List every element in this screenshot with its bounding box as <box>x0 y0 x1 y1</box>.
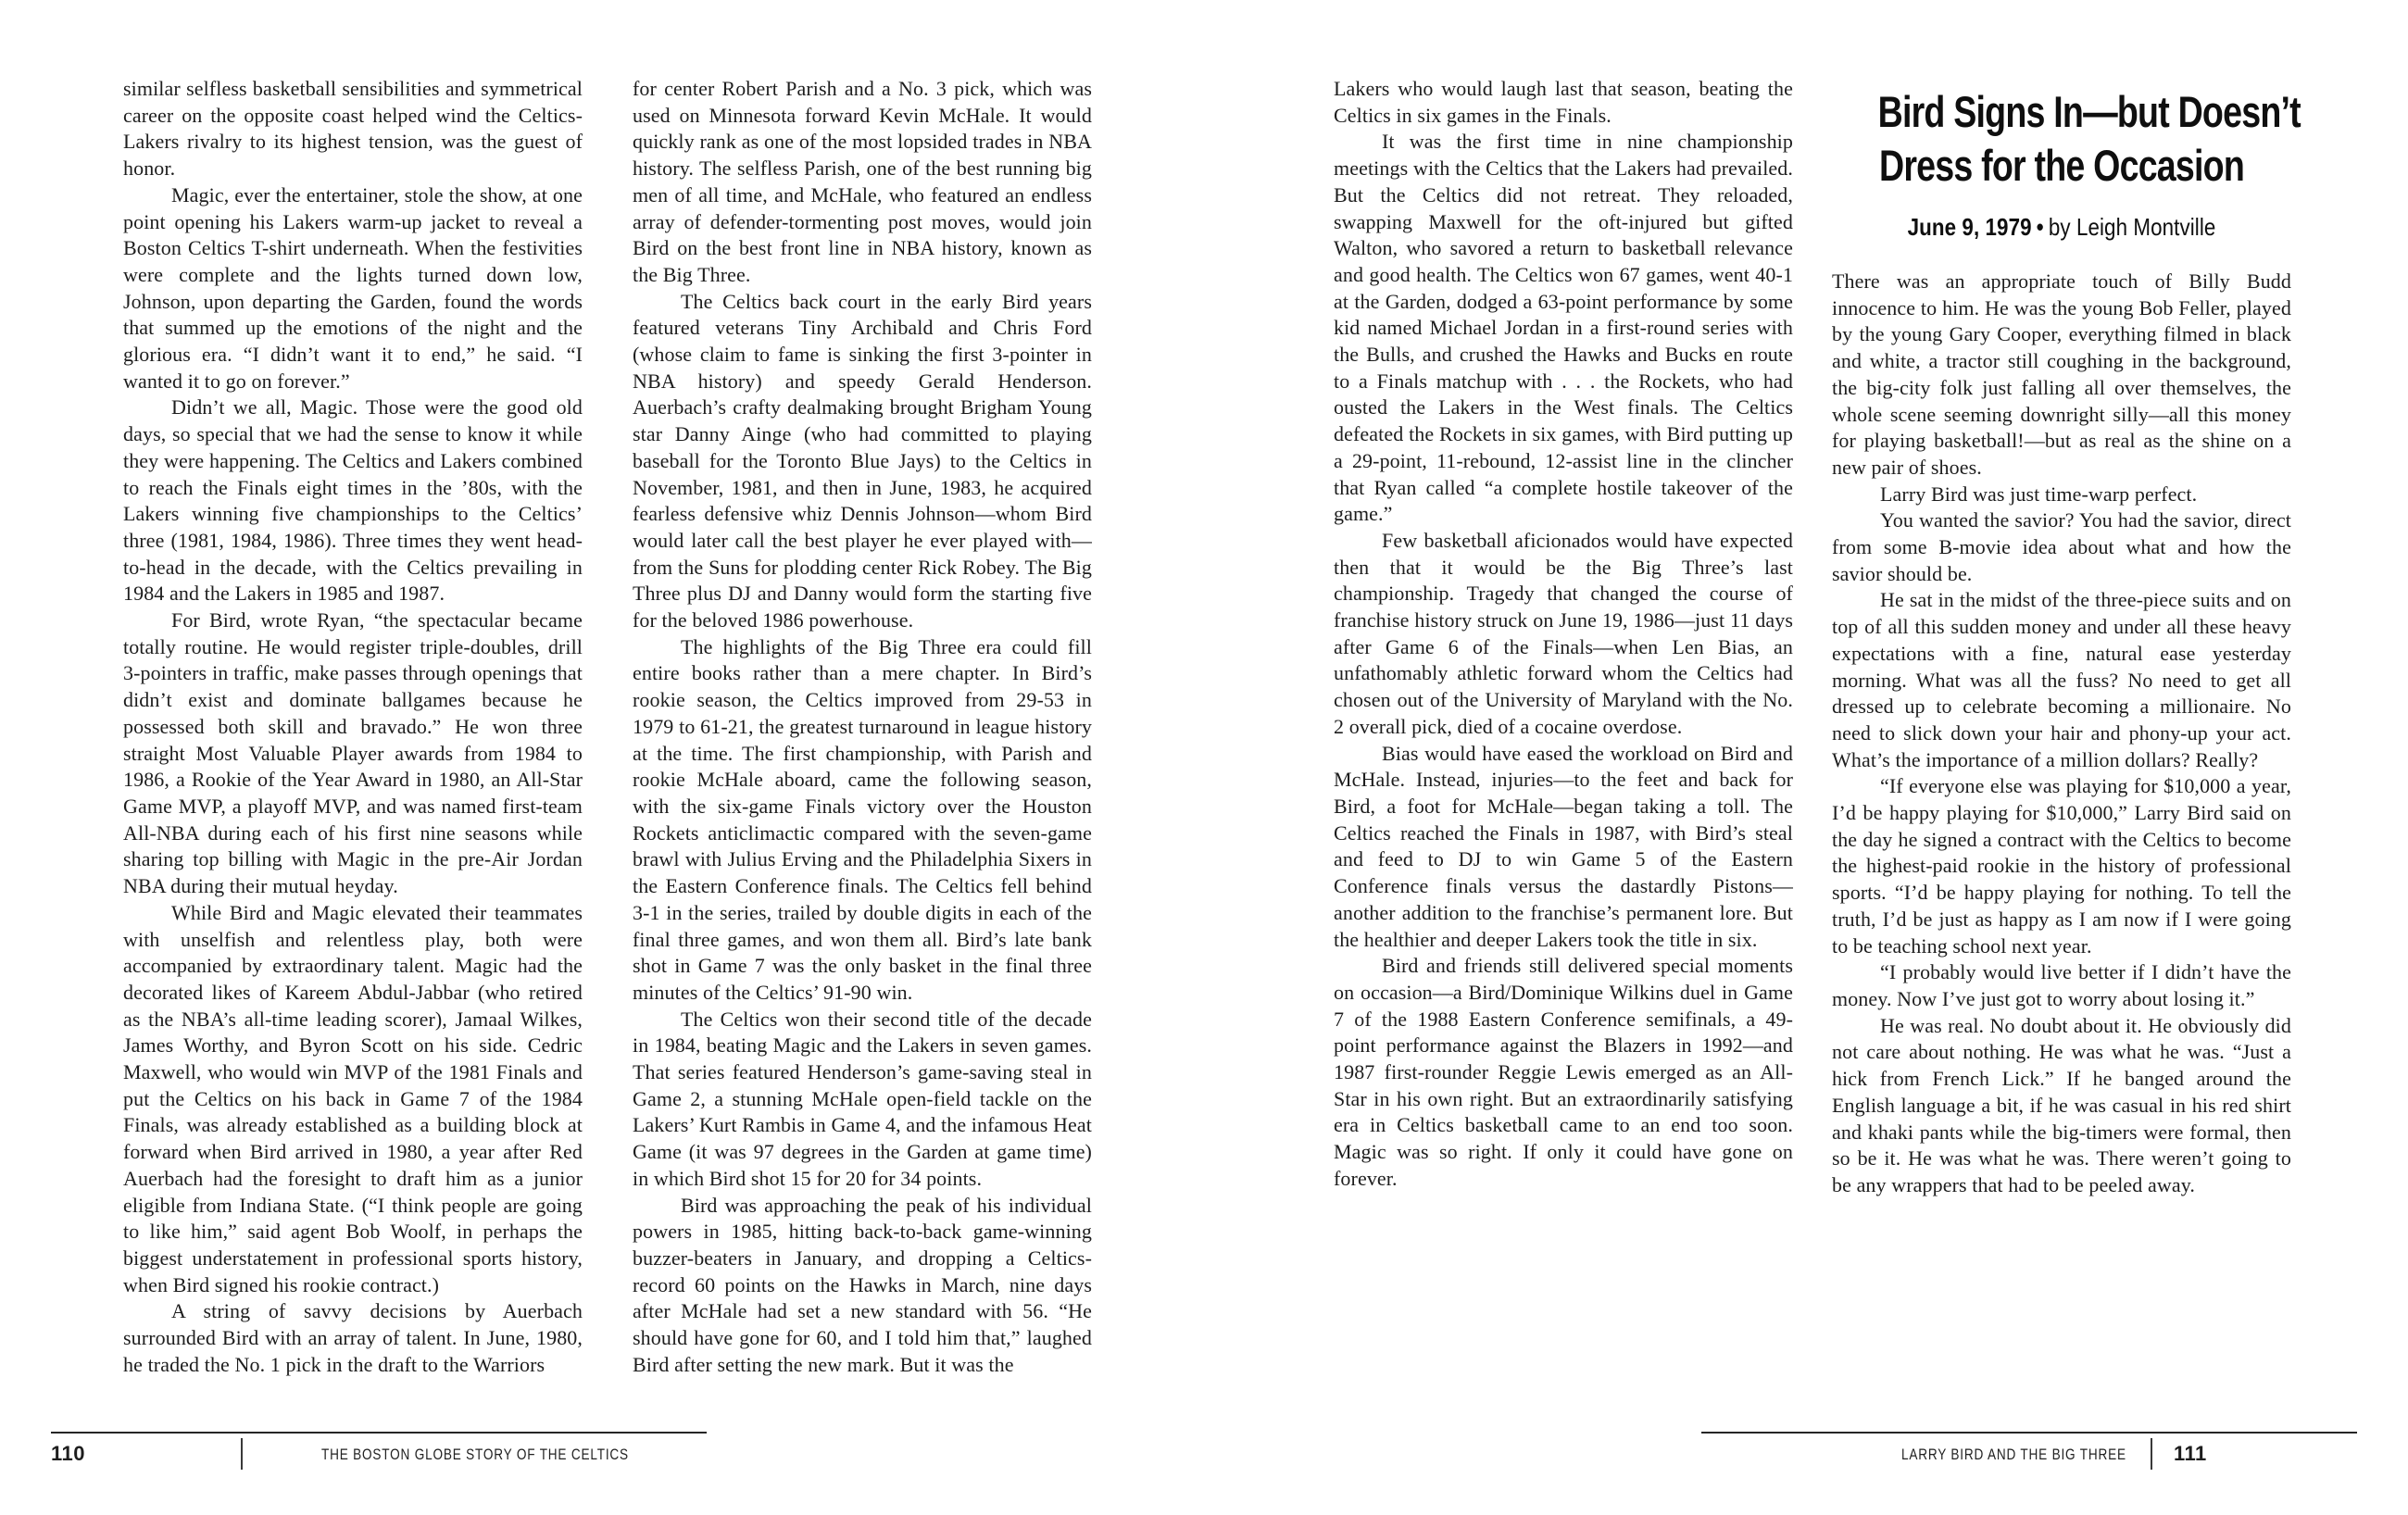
article-headline <box>1877 85 2301 193</box>
paragraph: similar selfless basketball sensibilities and symmetrical career on the opposite coast helped wind the Celtics-Lakers rivalry to its highest tension, was the guest of honor. <box>123 77 583 181</box>
paragraph: For Bird, wrote Ryan, “the spectacular became totally routine. He would register triple-doubles, drill 3-pointers in traffic, make passes through openings that didn’t exist and dominate ballgames because he possessed both skill and bravado.” He won three straight Most Valuable Player awards from 1984 to 1986, a Rookie of the Year Award in 1980, an All-Star Game MVP, a playoff MVP, and was named first-team All-NBA during each of his first nine seasons while sharing top billing with Magic in the pre-Air Jordan NBA during their mutual heyday. <box>123 608 583 898</box>
left-page-column-2 <box>633 76 1092 1378</box>
paragraph: You wanted the savior? You had the savior, direct from some B-movie idea about what and how the savior should be. <box>1832 508 2291 585</box>
paragraph: A string of savvy decisions by Auerbach surrounded Bird with an array of talent. In June, 1980, he traded the No. 1 pick in the draft to the Warriors <box>123 1299 583 1376</box>
right-page-number: 111 <box>2174 1442 2207 1465</box>
byline-author: by Leigh Montville <box>2048 213 2216 241</box>
paragraph: While Bird and Magic elevated their teammates with unselfish and relentless play, both were accompanied by extraordinary talent. Magic had the decorated likes of Kareem Abdul-Jabbar (who retired as the NBA’s all-time leading scorer), Jamaal Wilkes, James Worthy, and Byron Scott on his side. Cedric Maxwell, who would win MVP of the 1981 Finals and put the Celtics on his back in Game 7 of the 1984 Finals, was already established as a building block at forward when Bird arrived in 1980, a year after Red Auerbach had the foresight to draft him as a junior eligible from Indiana State. (“I think people are going to like him,” said agent Bob Woolf, in perhaps the biggest understatement in professional sports history, when Bird signed his rookie contract.) <box>123 900 583 1296</box>
paragraph: The highlights of the Big Three era could fill entire books rather than a mere chapter. In Bird’s rookie season, the Celtics improved from 29-53 in 1979 to 61-21, the greatest turnaround in league history at the time. The first championship, with Parish and rookie McHale aboard, came the following season, with the six-game Finals victory over the Houston Rockets anticlimactic compared with the seven-game brawl with Julius Erving and the Philadelphia Sixers in the Eastern Conference finals. The Celtics fell behind 3-1 in the series, trailed by double digits in each of the final three games, and won them all. Bird’s late bank shot in Game 7 was the only basket in the final three minutes of the Celtics’ 91-90 win. <box>633 634 1092 1004</box>
paragraph: Bird and friends still delivered special moments on occasion—a Bird/Dominique Wilkins duel in Game 7 of the 1988 Eastern Conference semifinals, a 49-point performance against the Blazers in 1992—and 1987 first-rounder Reggie Lewis emerged as an All-Star in his own right. But an extraordinarily satisfying era in Celtics basketball came to an end too soon. Magic was so right. If only it could have gone on forever. <box>1334 954 1793 1190</box>
byline-separator-bullet: • <box>2036 213 2044 241</box>
paragraph: Magic, ever the entertainer, stole the show, at one point opening his Lakers warm-up jacket to reveal a Boston Celtics T-shirt underneath. When the festivities were complete and the lights turned down low, Johnson, upon departing the Garden, found the words that summed up the emotions of the night and the glorious era. “I didn’t want it to end,” he said. “I wanted it to go on forever.” <box>123 182 583 393</box>
left-footer-book-title: THE BOSTON GLOBE STORY OF THE CELTICS <box>321 1446 629 1463</box>
left-page-column-1 <box>123 76 583 1378</box>
headline-line-2: Dress for the Occasion <box>1878 141 2245 190</box>
left-page-footer <box>51 1432 707 1476</box>
paragraph: “I probably would live better if I didn’t have the money. Now I’ve just got to worry about losing it.” <box>1832 960 2291 1010</box>
paragraph: He was real. No doubt about it. He obviously did not care about nothing. He was what he was. “Just a hick from French Lick.” If he banged around the English language a bit, if he was casual in his red shirt and khaki pants while the big-timers were formal, then so be it. He was what he was. There weren’t going to be any wrappers that had to be peeled away. <box>1832 1013 2291 1196</box>
left-footer-divider <box>241 1438 243 1470</box>
paragraph: Lakers who would laugh last that season, beating the Celtics in six games in the Finals. <box>1334 77 1793 127</box>
paragraph: The Celtics won their second title of the decade in 1984, beating Magic and the Lakers in seven games. That series featured Henderson’s game-saving steal in Game 2, a stunning McHale open-field tackle on the Lakers’ Kurt Rambis in Game 4, and the infamous Heat Game (it was 97 degrees in the Garden at game time) in which Bird shot 15 for 20 for 34 points. <box>633 1007 1092 1190</box>
right-footer-chapter-title: LARRY BIRD AND THE BIG THREE <box>1901 1446 2126 1463</box>
paragraph: Larry Bird was just time-warp perfect. <box>1880 482 2198 506</box>
paragraph: It was the first time in nine championship meetings with the Celtics that the Lakers had prevailed. But the Celtics did not retreat. They reloaded, swapping Maxwell for the oft-injured but gifted Walton, who savored a return to basketball relevance and good health. The Celtics won 67 games, went 40-1 at the Garden, dodged a 63-point performance by some kid named Michael Jordan in a first-round series with the Bulls, and crushed the Hawks and Bucks en route to a Finals matchup with . . . the Rockets, who had ousted the Lakers in the West finals. The Celtics defeated the Rockets in six games, with Bird putting up a 29-point, 11-rebound, 12-assist line in the clincher that Ryan called “a complete hostile takeover of the game.” <box>1334 130 1793 526</box>
paragraph: There was an appropriate touch of Billy Budd innocence to him. He was the young Bob Feller, played by the young Gary Cooper, everything filmed in black and white, a tractor still coughing in the background, the big-city folk just falling all over themselves, the whole scene seeming downright silly—all this money for playing basketball!—but as real as the shine on a new pair of shoes. <box>1832 269 2291 479</box>
article-byline <box>1864 213 2260 241</box>
paragraph: The Celtics back court in the early Bird years featured veterans Tiny Archibald and Chris Ford (whose claim to fame is sinking the first 3-pointer in NBA history) and speedy Gerald Henderson. Auerbach’s crafty dealmaking brought Brigham Young star Danny Ainge (who had committed to playing baseball for the Toronto Blue Jays) to the Celtics in November, 1981, and then in June, 1983, he acquired fearless defensive whiz Dennis Johnson—whom Bird would later call the best player he ever played with—from the Suns for plodding center Rick Robey. The Big Three plus DJ and Danny would form the starting five for the beloved 1986 powerhouse. <box>633 289 1092 632</box>
right-page-footer <box>1701 1432 2357 1476</box>
paragraph: Bird was approaching the peak of his individual powers in 1985, hitting back-to-back game-winning buzzer-beaters in January, and dropping a Celtics-record 60 points on the Hawks in March, nine days after McHale had set a new standard with 56. “He should have gone for 60, and I told him that,” laughed Bird after setting the new mark. But it was the <box>633 1193 1092 1376</box>
article-body <box>1832 269 2291 1199</box>
paragraph: Few basketball aficionados would have expected then that it would be the Big Three’s last championship. Tragedy that changed the course of franchise history struck on June 19, 1986—just 11 days after Game 6 of the Finals—when Len Bias, an unfathomably athletic forward whom the Celtics had chosen out of the University of Maryland with the No. 2 overall pick, died of a cocaine overdose. <box>1334 528 1793 738</box>
paragraph: for center Robert Parish and a No. 3 pick, which was used on Minnesota forward Kevin McHale. It would quickly rank as one of the most lopsided trades in NBA history. The selfless Parish, one of the best running big men of all time, and McHale, who featured an endless array of defender-tormenting post moves, would join Bird on the best front line in NBA history, known as the Big Three. <box>633 77 1092 286</box>
byline-date: June 9, 1979 <box>1907 213 2032 241</box>
paragraph: Didn’t we all, Magic. Those were the good old days, so special that we had the sense to know it while they were happening. The Celtics and Lakers combined to reach the Finals eight times in the ’80s, with the Lakers winning five championships to the Celtics’ three (1981, 1984, 1986). Three times they went head-to-head in the decade, with the Celtics prevailing in 1984 and the Lakers in 1985 and 1987. <box>123 395 583 606</box>
paragraph: He sat in the midst of the three-piece suits and on top of all this sudden money and under all these heavy expectations with a fine, natural ease yesterday morning. What was all the fuss? No need to get all dressed up to celebrate becoming a millionaire. No need to slick down your hair and phony-up your act. What’s the importance of a million dollars? Really? <box>1832 588 2291 771</box>
left-page-number: 110 <box>51 1442 85 1465</box>
headline-line-1: Bird Signs In—but Doesn’t <box>1877 87 2301 136</box>
right-page-column-2 <box>1832 76 2301 1199</box>
paragraph: “If everyone else was playing for $10,000 a year, I’d be happy playing for $10,000,” Larry Bird said on the day he signed a contract with the Celtics to become the highest-paid rookie in the history of professional sports. “I’d be happy playing for nothing. To tell the truth, I’d be just as happy as I am now if I were going to be teaching school next year. <box>1832 774 2291 958</box>
right-page-column-1 <box>1334 76 1793 1193</box>
right-footer-divider <box>2151 1438 2152 1470</box>
paragraph: Bias would have eased the workload on Bird and McHale. Instead, injuries—to the feet and back for Bird, a foot for McHale—began taking a toll. The Celtics reached the Finals in 1987, with Bird’s steal and feed to DJ to win Game 5 of the Eastern Conference finals versus the dastardly Pistons—another addition to the franchise’s permanent lore. But the healthier and deeper Lakers took the title in six. <box>1334 741 1793 951</box>
